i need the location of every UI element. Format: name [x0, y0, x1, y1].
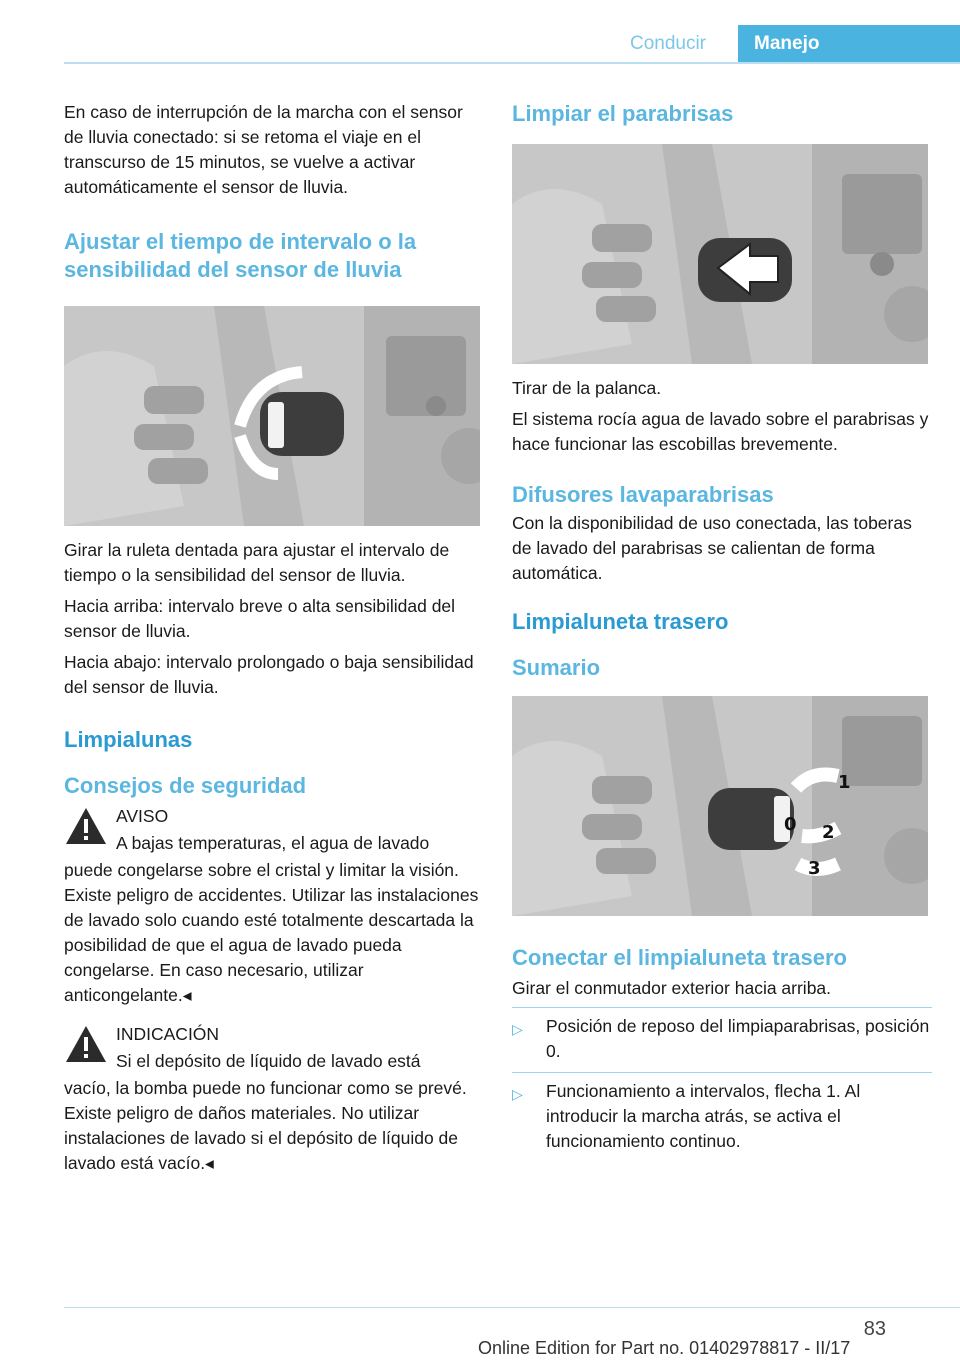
footer-rule	[64, 1307, 960, 1308]
position-label-3: 3	[808, 858, 821, 879]
right-column	[512, 100, 932, 1162]
header-rule	[64, 62, 960, 64]
p-sistema: El sistema rocía agua de lavado sobre el parabrisas y hace funcionar las escobillas brevemente.	[512, 409, 929, 454]
indicacion-title: INDICACIÓN	[116, 1024, 220, 1044]
intro-paragraph: En caso de interrupción de la marcha con el sensor de lluvia conectado: si se retoma el viaje en el transcurso de 15 minutos, se vuelve a activar automáticamente el sensor de lluvia.	[64, 102, 463, 197]
tab-manejo[interactable]: Manejo	[738, 25, 960, 62]
figure-rear-wiper-positions	[512, 696, 928, 916]
bullet-divider	[512, 1072, 932, 1073]
p-abajo: Hacia abajo: intervalo prolongado o baja sensibilidad del sensor de lluvia.	[64, 652, 474, 697]
aviso-body: puede congelarse sobre el cristal y limitar la visión. Existe peligro de accidentes. Utilizar las instalaciones de lavado solo cuando esté totalmente descartada la posibilidad de que el agua de lavado pueda congelarse. En caso necesario, utilizar anticongelante.◂	[64, 860, 479, 1005]
p-arriba: Hacia arriba: intervalo breve o alta sensibilidad del sensor de lluvia.	[64, 596, 456, 641]
p-girar-conmutador: Girar el conmutador exterior hacia arriba.	[512, 978, 832, 998]
bullet-item	[512, 1079, 932, 1154]
warning-triangle-icon	[64, 806, 108, 846]
heading-intervalo: Ajustar el tiempo de intervalo o la sensibilidad del sensor de lluvia	[64, 229, 417, 282]
aviso-title: AVISO	[116, 806, 169, 826]
triangle-bullet-icon: ▷	[512, 1086, 523, 1102]
bullet-text: Posición de reposo del limpiaparabrisas, posición 0.	[546, 1016, 930, 1061]
p-difusores: Con la disponibilidad de uso conectada, las toberas de lavado del parabrisas se calientan de forma automática.	[512, 513, 912, 583]
indicacion-body: vacío, la bomba puede no funcionar como se prevé. Existe peligro de daños materiales. No utilizar instalaciones de lavado si el depósito de líquido de lavado está vacío.◂	[64, 1078, 467, 1173]
aviso-block	[64, 804, 480, 1008]
bullet-divider	[512, 1007, 932, 1008]
indicacion-block	[64, 1022, 480, 1176]
p-tirar: Tirar de la palanca.	[512, 378, 662, 398]
heading-difusores: Difusores lavaparabrisas	[512, 482, 774, 507]
heading-consejos: Consejos de seguridad	[64, 773, 307, 798]
indicacion-line1: Si el depósito de líquido de lavado está	[116, 1051, 421, 1071]
heading-limpiar-parabrisas: Limpiar el parabrisas	[512, 101, 734, 126]
position-label-1: 1	[838, 772, 851, 793]
position-label-2: 2	[822, 822, 835, 843]
heading-limpialunas: Limpialunas	[64, 727, 193, 752]
tab-conducir[interactable]: Conducir	[629, 33, 707, 54]
left-column	[64, 100, 480, 1182]
position-label-0: 0	[784, 814, 797, 835]
page-number: 83	[863, 1318, 886, 1340]
heading-limpialuneta: Limpialuneta trasero	[512, 609, 729, 634]
triangle-bullet-icon: ▷	[512, 1021, 523, 1037]
figure-wiper-lever-pull	[512, 144, 928, 364]
aviso-line1: A bajas temperaturas, el agua de lavado	[116, 833, 430, 853]
heading-sumario: Sumario	[512, 655, 601, 680]
p-girar: Girar la ruleta dentada para ajustar el intervalo de tiempo o la sensibilidad del sensor de lluvia.	[64, 540, 450, 585]
edition-footer: Online Edition for Part no. 01402978817 - II/17	[478, 1338, 851, 1358]
heading-conectar: Conectar el limpialuneta trasero	[512, 945, 847, 970]
bullet-text: Funcionamiento a intervalos, flecha 1. Al introducir la marcha atrás, se activa el funcionamiento continuo.	[546, 1081, 861, 1151]
bullet-item	[512, 1014, 932, 1064]
warning-triangle-icon	[64, 1024, 108, 1064]
figure-rain-sensor-dial	[64, 306, 480, 526]
